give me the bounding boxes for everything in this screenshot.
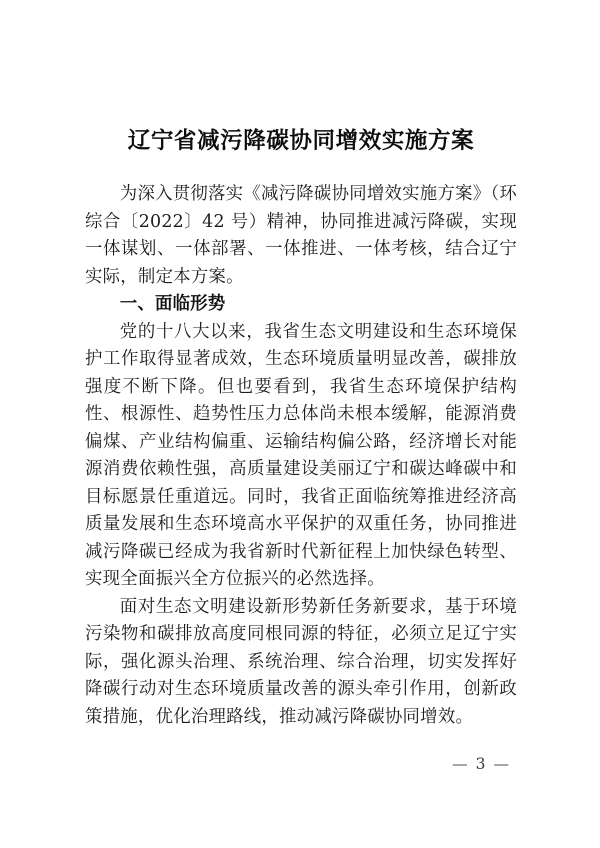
document-title: 辽宁省减污降碳协同增效实施方案: [127, 128, 475, 154]
page-number: 3: [475, 755, 487, 773]
page-footer: [85, 753, 517, 775]
page-number-dash-right: —: [493, 755, 510, 773]
paragraph-intro: 为深入贯彻落实《减污降碳协同增效实施方案》（环综合〔2022〕42 号）精神，协同推进减污降碳，实现一体谋划、一体部署、一体推进、一体考核，结合辽宁实际，制定本方案。: [85, 184, 517, 287]
paragraph-section-1-1: 党的十八大以来，我省生态文明建设和生态环境保护工作取得显著成效，生态环境质量明显改善，碳排放强度不断下降。但也要看到，我省生态环境保护结构性、根源性、趋势性压力总体尚未根本缓解，能源消费偏煤、产业结构偏重、运输结构偏公路，经济增长对能源消费依赖性强，高质量建设美丽辽宁和碳达峰碳中和目标愿景任重道远。同时，我省正面临统筹推进经济高质量发展和生态环境高水平保护的双重任务，协同推进减污降碳已经成为我省新时代新征程上加快绿色转型、实现全面振兴全方位振兴的必然选择。: [85, 321, 517, 589]
document-body: [85, 181, 517, 731]
page-number-dash-left: —: [452, 755, 469, 773]
paragraph-section-1-2: 面对生态文明建设新形势新任务新要求，基于环境污染物和碳排放高度同根同源的特征，必须立足辽宁实际，强化源头治理、系统治理、综合治理，切实发挥好降碳行动对生态环境质量改善的源头牵引作用，创新政策措施，优化治理路线，推动减污降碳协同增效。: [85, 596, 517, 727]
section-heading-1: 一、面临形势: [119, 294, 226, 314]
